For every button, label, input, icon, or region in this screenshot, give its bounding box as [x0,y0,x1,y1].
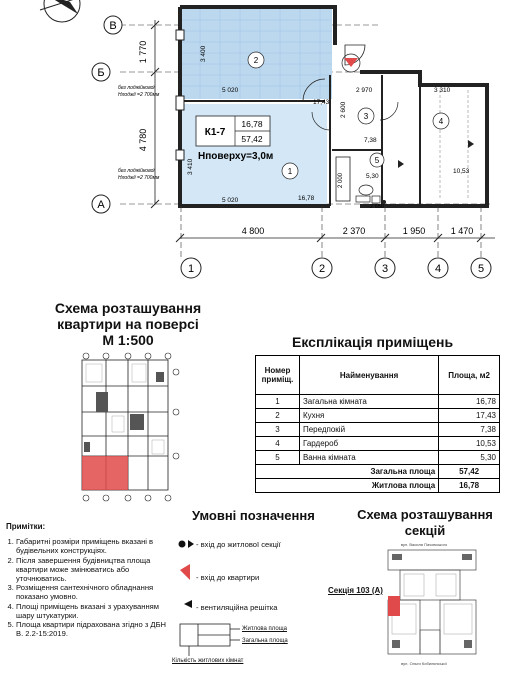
svg-text:3: 3 [381,263,389,275]
section-entrance-icon [179,541,186,548]
note-item: 2. Після завершення будівництва площа квартири може змінюватись або уточнюватись. [16,556,174,584]
legend-item-section-entrance: - вхід до житлової секції [196,540,281,549]
legend-item-apartment-entrance: - вхід до квартири [196,573,260,582]
living-area-row: Житлова площа 16,78 [256,479,500,493]
floor-scheme-title-text: Схема розташування квартири на поверсі [54,300,202,332]
sink-icon [356,196,370,202]
legend-item-vent-grille: - вентиляційна решітка [196,603,278,612]
apartment-living-area: 16,78 [241,119,263,129]
explication-table-wrap [255,355,500,493]
balcony-note-1: без лоджійкової [118,85,155,91]
room-marker-1 [282,163,298,179]
vent-grille-legend-icon [184,600,192,608]
svg-text:4: 4 [434,263,442,275]
vent-grille-icon [398,160,404,168]
area-room-4: 10,53 [453,168,470,175]
room-marker-4 [433,113,449,129]
svg-text:5: 5 [477,263,485,275]
dim-inner-7: 3 410 [187,158,194,175]
section-scheme-title: Схема розташування секцій [357,507,493,538]
toilet-icon [359,185,373,195]
axis-marker-b [92,63,110,81]
note-item: 5. Площа квартири підрахована згідно з ДБН В. 2.2-15:2019. [16,620,174,638]
section-label: Секція 103 (А) [328,586,383,595]
area-room-5: 5,30 [366,173,379,180]
room-marker-5 [370,153,384,167]
dim-inner-2: 2 970 [356,87,373,94]
floor-height: Нповерху=3,0м [198,151,274,162]
explication-title: Експлікація приміщень [292,334,454,350]
dim-inner-1: 5 020 [222,87,239,94]
table-row: 5 Ванна кімната 5,30 [256,451,500,465]
explication-table [255,355,500,493]
dim-inner-3: 3 310 [434,87,451,94]
balcony-note-2: без лоджійкової [118,168,155,174]
axis-letter-a: А [97,199,105,211]
axis-letter-v: В [109,20,117,32]
floor-scheme-title [28,300,228,348]
table-row: 3 Передпокій 7,38 [256,423,500,437]
svg-text:вул. Ольги Кобилянської: вул. Ольги Кобилянської [401,661,447,666]
legend-box-rooms: Кількість житлових кімнат [172,658,244,664]
dim-bottom-4: 1 470 [450,226,474,236]
area-room-1: 16,78 [298,195,315,202]
svg-text:3: 3 [363,112,369,121]
notes-title: Примітки: [6,522,46,531]
dim-inner-4: 2 600 [340,101,347,118]
apartment-code: К1-7 [204,127,226,138]
table-row: 2 Кухня 17,43 [256,409,500,423]
notes-block [6,522,174,638]
dim-inner-9: 2 650 [370,204,384,210]
highlighted-section [388,596,400,616]
floor-scheme-drawing [76,352,186,502]
axis-marker-v [104,16,122,34]
legend-block [172,530,342,665]
dim-bottom-2: 2 370 [342,226,366,236]
axis-marker-2 [312,258,332,278]
svg-text:2: 2 [253,56,259,65]
total-area-row: Загальна площа 57,42 [256,465,500,479]
balcony-note-2b: Hлоджії =2 700мм [118,175,160,181]
note-item: 1. Габаритні розміри приміщень вказані в будівельних конструкціях. [16,537,174,555]
highlighted-apartment [82,456,128,490]
svg-text:2: 2 [318,263,326,275]
dim-bottom-1: 4 800 [241,226,265,236]
apartment-entrance-legend-icon [180,564,190,580]
col-header-name: Найменування [299,356,438,395]
balcony-note-1b: Hлоджії =2 700мм [118,92,160,98]
svg-text:1: 1 [287,167,293,176]
axis-marker-3 [375,258,395,278]
axis-marker-1 [181,258,201,278]
room-marker-3 [358,108,374,124]
legend-label-box-icon [180,624,240,656]
dim-left-2: 4 780 [138,128,148,152]
section-scheme-drawing [340,540,508,668]
dim-left-1: 1 770 [138,40,148,64]
dim-inner-6: 3 400 [200,45,207,62]
apartment-floor-plan [0,0,510,290]
axis-marker-4 [428,258,448,278]
axis-marker-a [92,195,110,213]
col-header-area: Площа, м2 [439,356,500,395]
svg-text:вул. Василя Пачовського: вул. Василя Пачовського [400,542,448,547]
svg-text:5: 5 [374,156,380,165]
svg-text:4: 4 [438,117,444,126]
plan-drawing [0,0,510,290]
axis-letter-b: Б [97,67,105,79]
legend-box-living: Житлова площа [242,626,287,632]
legend-box-total: Загальна площа [242,638,288,644]
table-header-row [256,356,500,395]
svg-text:1: 1 [187,263,195,275]
dim-inner-8: 2 000 [338,172,344,188]
table-row: 4 Гардероб 10,53 [256,437,500,451]
col-header-number: Номер приміщ. [256,356,300,395]
north-arrow-icon [40,0,84,22]
apartment-label-box [196,116,273,162]
legend-title: Умовні позначення [192,508,315,523]
area-room-2: 17,43 [313,99,330,106]
note-item: 4. Площі приміщень вказані з урахуванням шару штукатурки. [16,602,174,620]
room-marker-2 [248,52,264,68]
axis-marker-5 [471,258,491,278]
apartment-total-area: 57,42 [241,134,263,144]
dim-inner-5: 5 020 [222,197,239,204]
dim-bottom-3: 1 950 [402,226,426,236]
note-item: 3. Розміщення сантехнічного обладнання показано умовно. [16,583,174,601]
floor-scheme-scale: М 1:500 [102,332,154,348]
area-room-3: 7,38 [364,137,377,144]
table-row: 1 Загальна кімната 16,78 [256,395,500,409]
